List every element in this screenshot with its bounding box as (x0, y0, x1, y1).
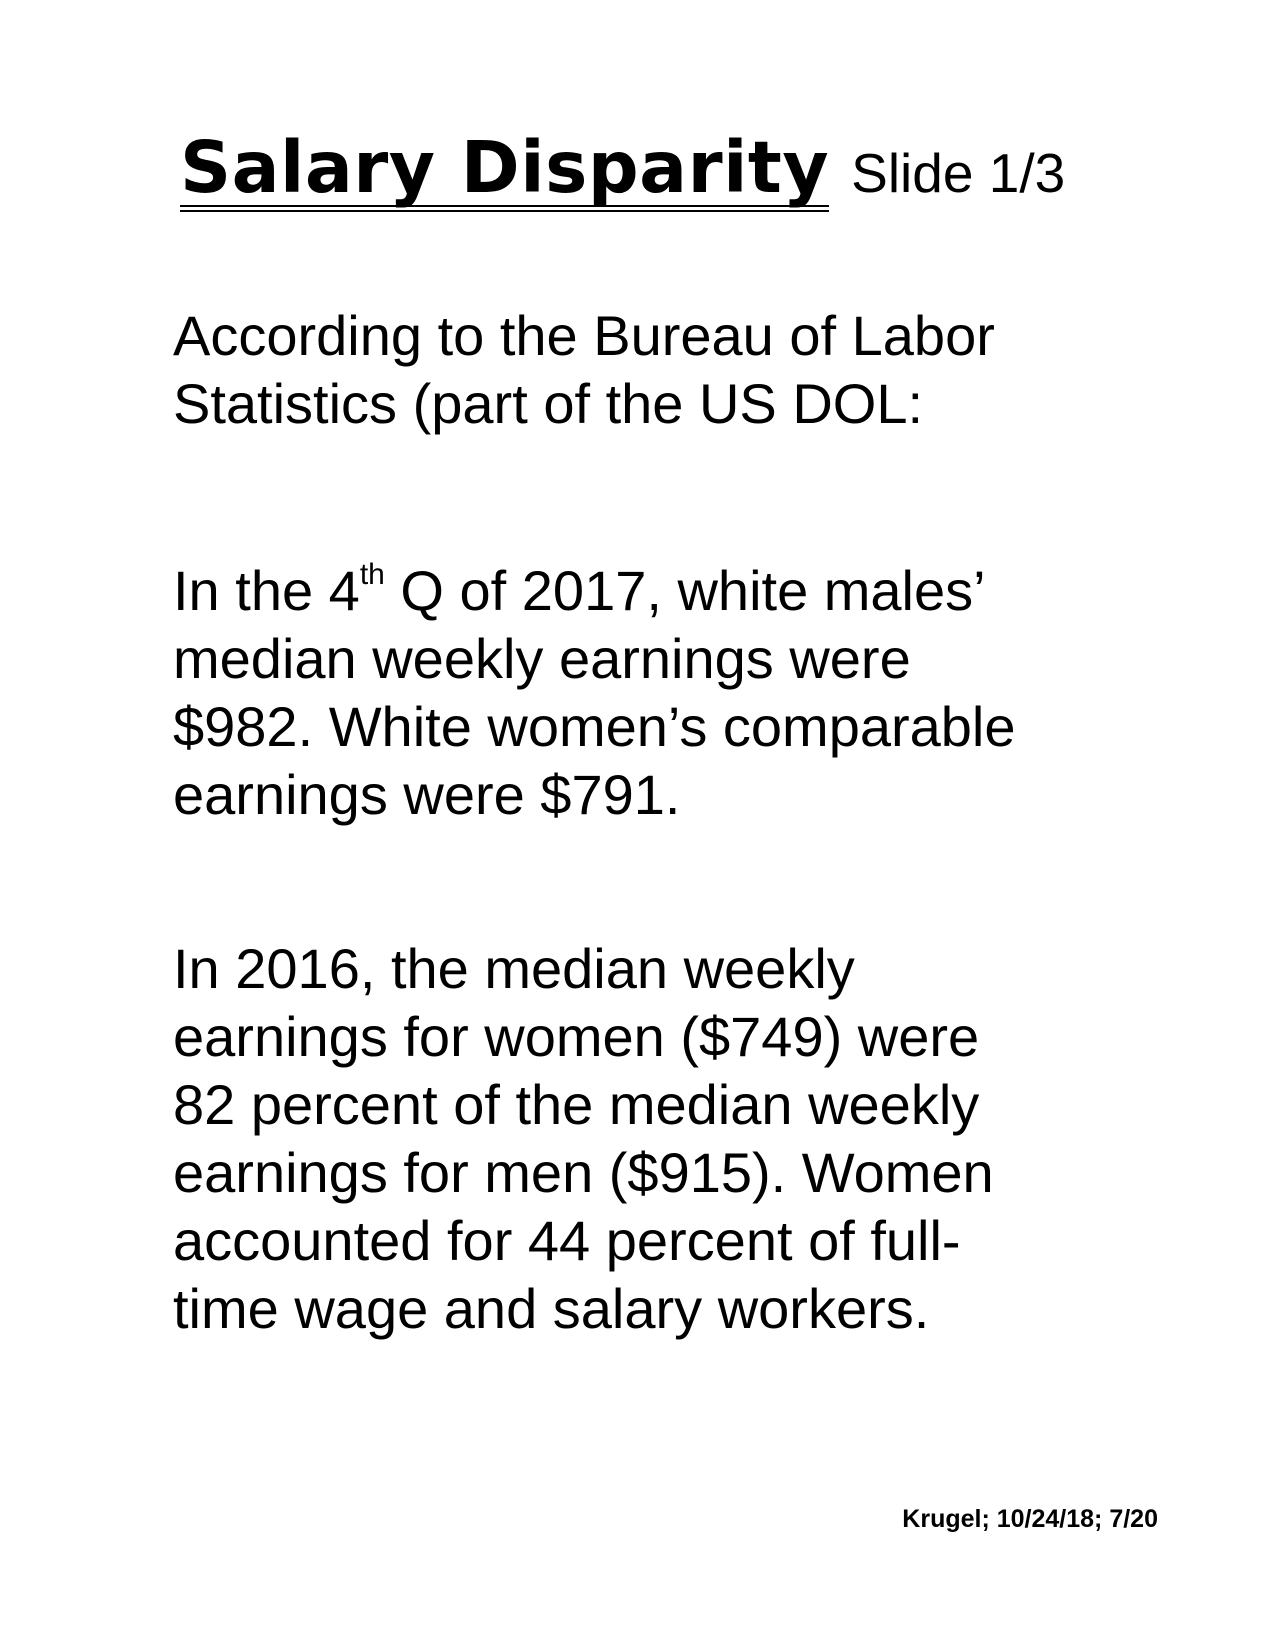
paragraph-line: In 2016, the median weekly (173, 937, 855, 1000)
ordinal-suffix: th (359, 558, 385, 591)
paragraph-line: According to the Bureau of Labor (173, 304, 995, 367)
earnings-2016-paragraph (173, 935, 1233, 1343)
source-paragraph (173, 302, 1233, 438)
page-title: Salary Disparity (180, 132, 829, 212)
paragraph-line: earnings for women ($749) were (173, 1005, 980, 1068)
footer-credit: Krugel; 10/24/18; 7/20 (902, 1505, 1158, 1533)
paragraph-line: $982. White women’s comparable (173, 695, 1016, 758)
paragraph-line: earnings were $791. (173, 763, 681, 826)
paragraph-line: median weekly earnings were (173, 627, 911, 690)
paragraph-line: Statistics (part of the US DOL: (173, 372, 924, 435)
line-text: In the 4 (173, 559, 360, 622)
paragraph-line: accounted for 44 percent of full- (173, 1209, 961, 1272)
paragraph-line: 82 percent of the median weekly (173, 1073, 980, 1136)
slide-number: Slide 1/3 (851, 142, 1066, 204)
paragraph-line: earnings for men ($915). Women (173, 1141, 994, 1204)
earnings-2017-paragraph (173, 557, 1233, 829)
paragraph-line: time wage and salary workers. (173, 1277, 930, 1340)
page-title-row (180, 126, 1066, 212)
paragraph-line (173, 557, 1233, 625)
line-text: Q of 2017, white males’ (384, 559, 986, 622)
